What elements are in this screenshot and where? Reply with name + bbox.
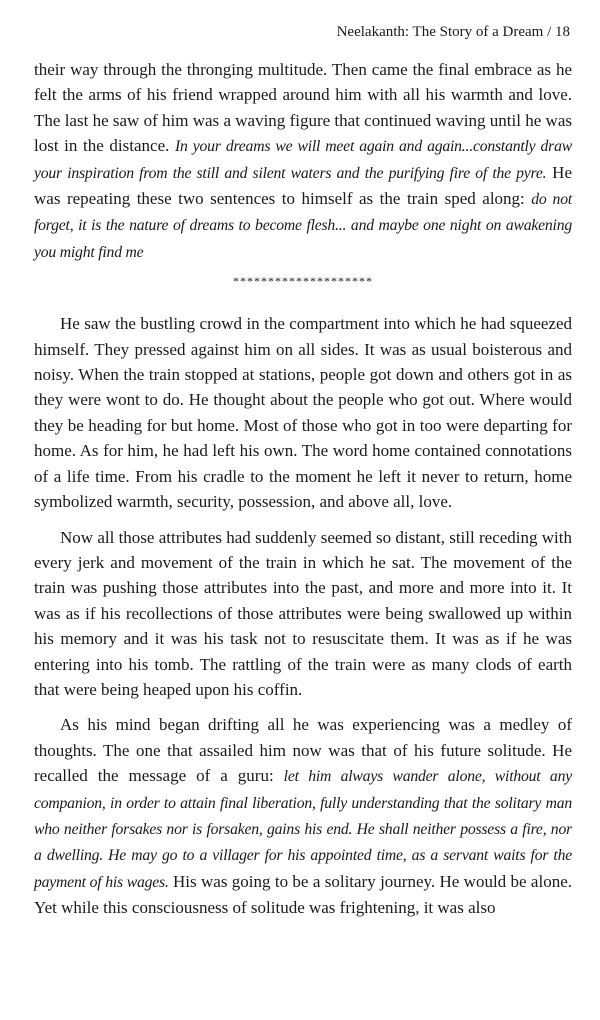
paragraph-1 <box>34 57 572 265</box>
book-page <box>34 22 572 921</box>
paragraph-1-italic-2: do not forget, it is the nature of dreams to become flesh... and maybe one night on awakening you might find me <box>34 191 572 261</box>
section-break: ******************** <box>233 274 373 289</box>
paragraph-4-italic: let him always wander alone, without any companion, in order to attain final liberation, fully understanding that the solitary man who neither forsakes nor is forsaken, gains his end. He shall neither possess a fire, nor a dwelling. He may go to a villager for his appointed time, as a servant waits for the payment of his wages. <box>34 768 572 891</box>
paragraph-3 <box>34 525 572 703</box>
paragraph-2-text: He saw the bustling crowd in the compartment into which he had squeezed himself. They pressed against him on all sides. It was as usual boisterous and noisy. When the train stopped at stations, people got down and others got in as they were wont to do. He thought about the people who got out. Where would they be heading for but home. Most of those who got in too were departing for home. As for him, he had left his own. The word home contained connotations of a life time. From his cradle to the moment he left it never to return, home symbolized warmth, security, possession, and above all, love. <box>34 314 572 512</box>
paragraph-4-text-1: As his mind began drifting all he was experiencing was a medley of thoughts. The one that assailed him now was that of his future solitude. He recalled the message of a guru: <box>34 715 572 786</box>
paragraph-4-text-2: His was going to be a solitary journey. He would be alone. Yet while this consciousness of solitude was frightening, it was also <box>34 871 572 918</box>
running-header: Neelakanth: The Story of a Dream / 18 <box>336 24 570 40</box>
paragraph-2 <box>34 311 572 514</box>
paragraph-4 <box>34 712 572 920</box>
paragraph-3-text: Now all those attributes had suddenly seemed so distant, still receding with every jerk and movement of the train in which he sat. The movement of the train was pushing those attributes into the past, and more and more into it. It was as if his recollections of those attributes were being swallowed up within his memory and it was his task not to resuscitate them. It was as if he was entering into his tomb. The rattling of the train were as many clods of earth that were being heaped upon his coffin. <box>34 527 572 699</box>
paragraph-1-text-2: He was repeating these two sentences to himself as the train sped along: <box>34 162 572 209</box>
paragraph-1-text-1: their way through the thronging multitude. Then came the final embrace as he felt the arms of his friend wrapped around him with all his warmth and love. The last he saw of him was a waving figure that continued waving until he was lost in the distance. <box>34 60 572 156</box>
paragraph-1-italic-1: In your dreams we will meet again and again...constantly draw your inspiration from the still and silent waters and the purifying fire of the pyre. <box>34 138 572 182</box>
